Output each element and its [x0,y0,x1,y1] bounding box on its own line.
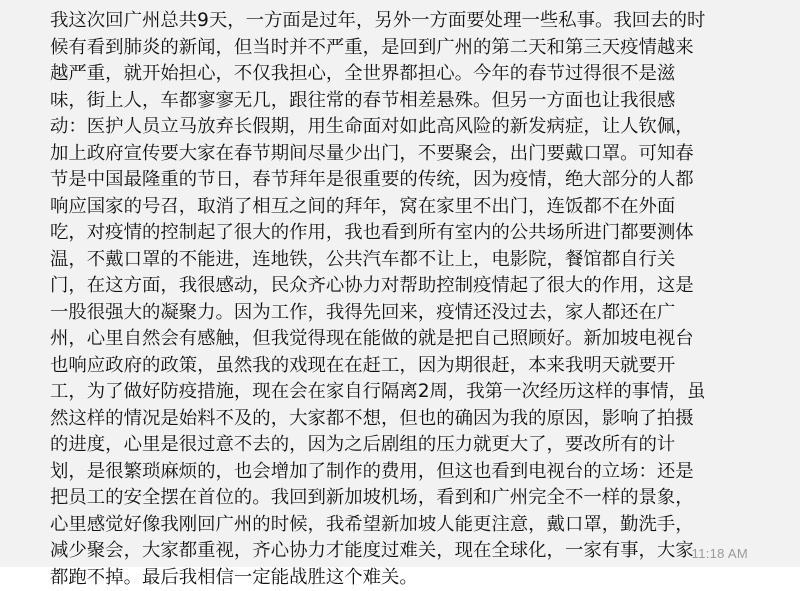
message-text [50,8,780,591]
message-line: 州，心里自然会有感触，但我觉得现在能做的就是把自己照顾好。新加坡电视台 [50,326,780,353]
message-line: 动：医护人员立马放弃长假期，用生命面对如此高风险的新发病症，让人钦佩， [50,114,780,141]
message-line: 门，在这方面，我很感动，民众齐心协力对帮助控制疫情起了很大的作用，这是 [50,273,780,300]
message-line: 我这次回广州总共9天，一方面是过年，另外一方面要处理一些私事。我回去的时 [50,8,780,35]
message-timestamp: 11:18 AM [692,546,748,561]
message-line: 把员工的安全摆在首位的。我回到新加坡机场，看到和广州完全不一样的景象， [50,485,780,512]
message-line: 减少聚会，大家都重视，齐心协力才能度过难关，现在全球化，一家有事，大家 [50,538,780,565]
message-line: 心里感觉好像我刚回广州的时候，我希望新加坡人能更注意，戴口罩，勤洗手， [50,512,780,539]
message-line: 工，为了做好防疫措施，现在会在家自行隔离2周，我第一次经历这样的事情，虽 [50,379,780,406]
message-line: 候有看到肺炎的新闻，但当时并不严重，是回到广州的第二天和第三天疫情越来 [50,35,780,62]
message-line: 也响应政府的政策，虽然我的戏现在在赶工，因为期很赶，本来我明天就要开 [50,353,780,380]
message-line: 越严重，就开始担心，不仅我担心，全世界都担心。今年的春节过得很不是滋 [50,61,780,88]
message-line: 味，街上人，车都寥寥无几，跟往常的春节相差悬殊。但另一方面也让我很感 [50,88,780,115]
message-line: 加上政府宣传要大家在春节期间尽量少出门，不要聚会，出门要戴口罩。可知春 [50,141,780,168]
message-line: 然这样的情况是始料不及的，大家都不想，但也的确因为我的原因，影响了拍摄 [50,406,780,433]
message-line: 一股很强大的凝聚力。因为工作，我得先回来，疫情还没过去，家人都还在广 [50,300,780,327]
message-line: 响应国家的号召，取消了相互之间的拜年，窝在家里不出门，连饭都不在外面 [50,194,780,221]
message-line: 的进度，心里是很过意不去的，因为之后剧组的压力就更大了，要改所有的计 [50,432,780,459]
message-line: 温，不戴口罩的不能进，连地铁，公共汽车都不让上，电影院，餐馆都自行关 [50,247,780,274]
message-line: 节是中国最隆重的节日，春节拜年是很重要的传统，因为疫情，绝大部分的人都 [50,167,780,194]
message-line: 都跑不掉。最后我相信一定能战胜这个难关。 [50,565,780,591]
message-line: 划，是很繁琐麻烦的，也会增加了制作的费用，但这也看到电视台的立场：还是 [50,459,780,486]
message-line: 吃，对疫情的控制起了很大的作用，我也看到所有室内的公共场所进门都要测体 [50,220,780,247]
